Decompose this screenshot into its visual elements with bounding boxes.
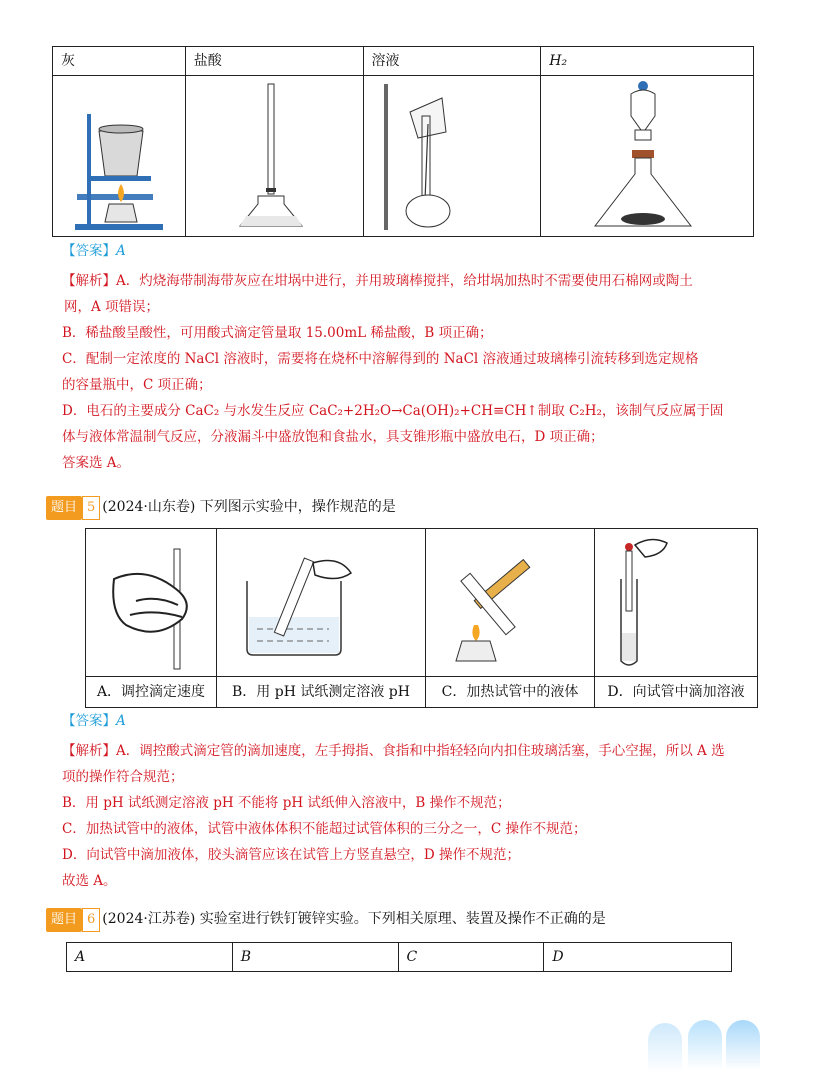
answer-2: [62, 708, 126, 734]
question-tag: 题目: [46, 496, 82, 520]
apparatus-table-1: [52, 46, 754, 237]
decorative-shape: [648, 1023, 682, 1073]
analysis-1-line: C．配制一定浓度的 NaCl 溶液时，需要将在烧杯中溶解得到的 NaCl 溶液通过玻璃棒引流转移到选定规格: [62, 351, 699, 367]
question-6-text: (2024·江苏卷) 实验室进行铁钉镀锌实验。下列相关原理、装置及操作不正确的是: [102, 911, 606, 927]
table1-header-0: 灰: [53, 47, 186, 76]
decorative-shape: [726, 1020, 760, 1070]
volumetric-flask-figure: [363, 76, 541, 237]
analysis-1: [62, 268, 723, 476]
decorative-shape: [688, 1020, 722, 1070]
answer-1: [62, 238, 126, 264]
answer-1-label: 【答案】: [62, 243, 116, 259]
question-number: 5: [82, 496, 100, 520]
analysis-2-line: 故选 A。: [62, 873, 117, 889]
table3-header-2: C: [398, 943, 544, 972]
answer-2-value: A: [116, 713, 126, 729]
ph-paper-figure: [217, 529, 426, 677]
analysis-1-line: 的容量瓶中，C 项正确；: [62, 377, 212, 393]
analysis-1-line: 答案选 A。: [62, 455, 131, 471]
dropper-test-tube-figure: [595, 529, 758, 677]
question-tag: 题目: [46, 908, 82, 932]
analysis-1-line: D．电石的主要成分 CaC₂ 与水发生反应 CaC₂+2H₂O→Ca(OH)₂+CH≡CH↑制取 C₂H₂，该制气反应属于固: [62, 403, 724, 419]
table3-header-1: B: [232, 943, 398, 972]
table2-caption-1: B．用 pH 试纸测定溶液 pH: [217, 677, 426, 708]
analysis-2-line: 项的操作符合规范；: [62, 769, 184, 785]
crucible-heating-figure: [53, 76, 186, 237]
burette-control-figure: [86, 529, 217, 677]
table2-caption-2: C．加热试管中的液体: [426, 677, 595, 708]
question-5-heading: [46, 496, 396, 520]
analysis-2-line: C．加热试管中的液体，试管中液体体积不能超过试管体积的三分之一，C 操作不规范；: [62, 821, 587, 837]
question-6-heading: [46, 908, 606, 932]
answer-1-value: A: [116, 243, 126, 259]
options-table-3: [66, 942, 732, 972]
burette-flask-figure: [185, 76, 363, 237]
table1-header-2: 溶液: [363, 47, 541, 76]
analysis-1-line: 体与液体常温制气反应，分液漏斗中盛放饱和食盐水，具支锥形瓶中盛放电石，D 项正确；: [62, 429, 604, 445]
table3-header-3: D: [544, 943, 732, 972]
table1-header-3: H₂: [541, 47, 754, 76]
table2-caption-0: A．调控滴定速度: [86, 677, 217, 708]
analysis-2-line: B．用 pH 试纸测定溶液 pH 不能将 pH 试纸伸入溶液中，B 操作不规范；: [62, 795, 511, 811]
apparatus-table-2: [85, 528, 758, 708]
table2-caption-3: D．向试管中滴加溶液: [595, 677, 758, 708]
analysis-1-line: 【解析】A．灼烧海带制海带灰应在坩埚中进行，并用玻璃棒搅拌，给坩埚加热时不需要使用石棉网或陶土: [62, 273, 693, 289]
analysis-2-line: 【解析】A．调控酸式滴定管的滴加速度，左手拇指、食指和中指轻轻向内扣住玻璃活塞，手心空握，所以 A 选: [62, 743, 725, 759]
question-number: 6: [82, 908, 100, 932]
analysis-2: [62, 738, 725, 894]
heating-test-tube-figure: [426, 529, 595, 677]
table3-header-0: A: [67, 943, 233, 972]
analysis-1-line: 网，A 项错误；: [64, 299, 160, 315]
analysis-1-line: B．稀盐酸呈酸性，可用酸式滴定管量取 15.00mL 稀盐酸，B 项正确；: [62, 325, 493, 341]
table1-header-1: 盐酸: [185, 47, 363, 76]
answer-2-label: 【答案】: [62, 713, 116, 729]
analysis-2-line: D．向试管中滴加液体，胶头滴管应该在试管上方竖直悬空，D 操作不规范；: [62, 847, 520, 863]
gas-generator-figure: [541, 76, 754, 237]
question-5-text: (2024·山东卷) 下列图示实验中，操作规范的是: [102, 499, 396, 515]
